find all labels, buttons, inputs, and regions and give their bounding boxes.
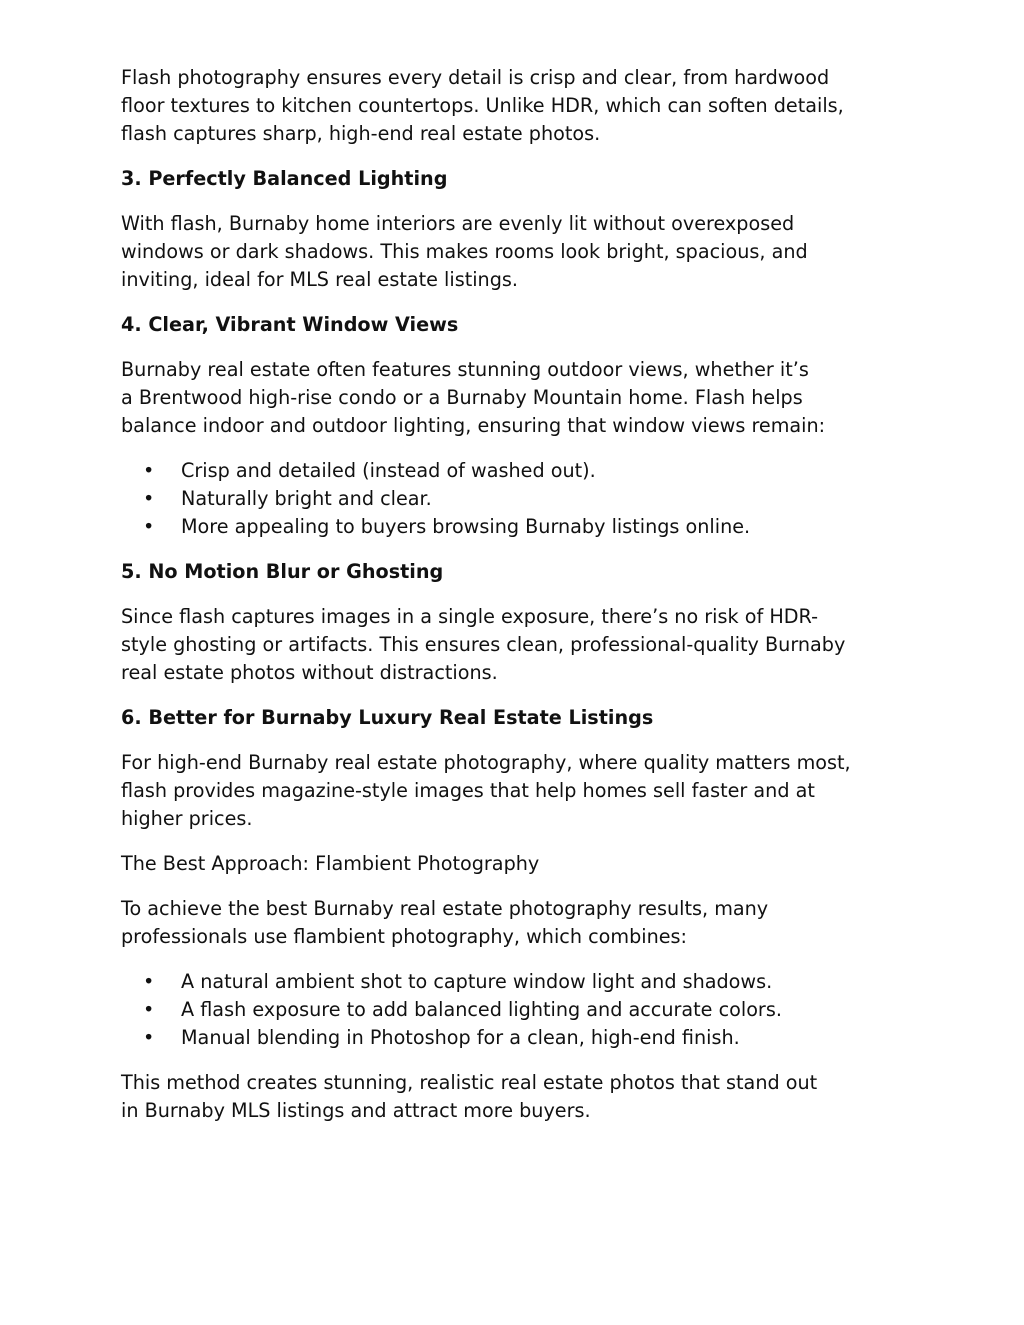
bullet-icon: • [143, 459, 155, 482]
section-3-heading: 3. Perfectly Balanced Lighting [121, 167, 448, 190]
text-line: This method creates stunning, realistic real estate photos that stand out [121, 1071, 818, 1094]
section-6-paragraph [121, 749, 911, 833]
section-5-paragraph [121, 603, 911, 687]
approach-paragraph [121, 895, 911, 951]
bullet-icon: • [143, 515, 155, 538]
list-item-text: A flash exposure to add balanced lighting and accurate colors. [181, 998, 782, 1021]
bullet-icon: • [143, 970, 155, 993]
text-line: style ghosting or artifacts. This ensures clean, professional-quality Burnaby [121, 633, 846, 656]
text-line: Flash photography ensures every detail is crisp and clear, from hardwood [121, 66, 830, 89]
section-3-paragraph [121, 210, 911, 294]
text-line: Since flash captures images in a single exposure, there’s no risk of HDR- [121, 605, 818, 628]
list-item [121, 1024, 911, 1052]
bullet-icon: • [143, 487, 155, 510]
approach-title [121, 850, 911, 878]
section-6-heading: 6. Better for Burnaby Luxury Real Estate Listings [121, 706, 654, 729]
text-line: higher prices. [121, 807, 253, 830]
text-line: real estate photos without distractions. [121, 661, 498, 684]
text-line: in Burnaby MLS listings and attract more buyers. [121, 1099, 591, 1122]
bullet-icon: • [143, 998, 155, 1021]
section-4-paragraph [121, 356, 911, 440]
section-5-heading: 5. No Motion Blur or Ghosting [121, 560, 444, 583]
list-item [121, 485, 911, 513]
text-line: The Best Approach: Flambient Photography [121, 852, 540, 875]
text-line: Burnaby real estate often features stunning outdoor views, whether it’s [121, 358, 809, 381]
text-line: balance indoor and outdoor lighting, ensuring that window views remain: [121, 414, 826, 437]
text-line: To achieve the best Burnaby real estate photography results, many [121, 897, 769, 920]
intro-paragraph [121, 64, 911, 148]
list-item [121, 457, 911, 485]
text-line: With flash, Burnaby home interiors are evenly lit without overexposed [121, 212, 795, 235]
list-item [121, 996, 911, 1024]
document-page [121, 64, 911, 1142]
list-item [121, 968, 911, 996]
list-item [121, 513, 911, 541]
list-item-text: A natural ambient shot to capture window light and shadows. [181, 970, 773, 993]
text-line: windows or dark shadows. This makes rooms look bright, spacious, and [121, 240, 808, 263]
list-item-text: Naturally bright and clear. [181, 487, 432, 510]
list-item-text: More appealing to buyers browsing Burnaby listings online. [181, 515, 751, 538]
text-line: inviting, ideal for MLS real estate listings. [121, 268, 518, 291]
text-line: flash captures sharp, high-end real estate photos. [121, 122, 601, 145]
bullet-icon: • [143, 1026, 155, 1049]
text-line: professionals use flambient photography, which combines: [121, 925, 688, 948]
text-line: floor textures to kitchen countertops. Unlike HDR, which can soften details, [121, 94, 844, 117]
text-line: a Brentwood high-rise condo or a Burnaby Mountain home. Flash helps [121, 386, 803, 409]
list-item-text: Crisp and detailed (instead of washed out). [181, 459, 596, 482]
flambient-steps-list [121, 968, 911, 1052]
window-views-list [121, 457, 911, 541]
closing-paragraph [121, 1069, 911, 1125]
section-4-heading: 4. Clear, Vibrant Window Views [121, 313, 459, 336]
text-line: For high-end Burnaby real estate photography, where quality matters most, [121, 751, 851, 774]
text-line: flash provides magazine-style images that help homes sell faster and at [121, 779, 815, 802]
list-item-text: Manual blending in Photoshop for a clean, high-end finish. [181, 1026, 740, 1049]
